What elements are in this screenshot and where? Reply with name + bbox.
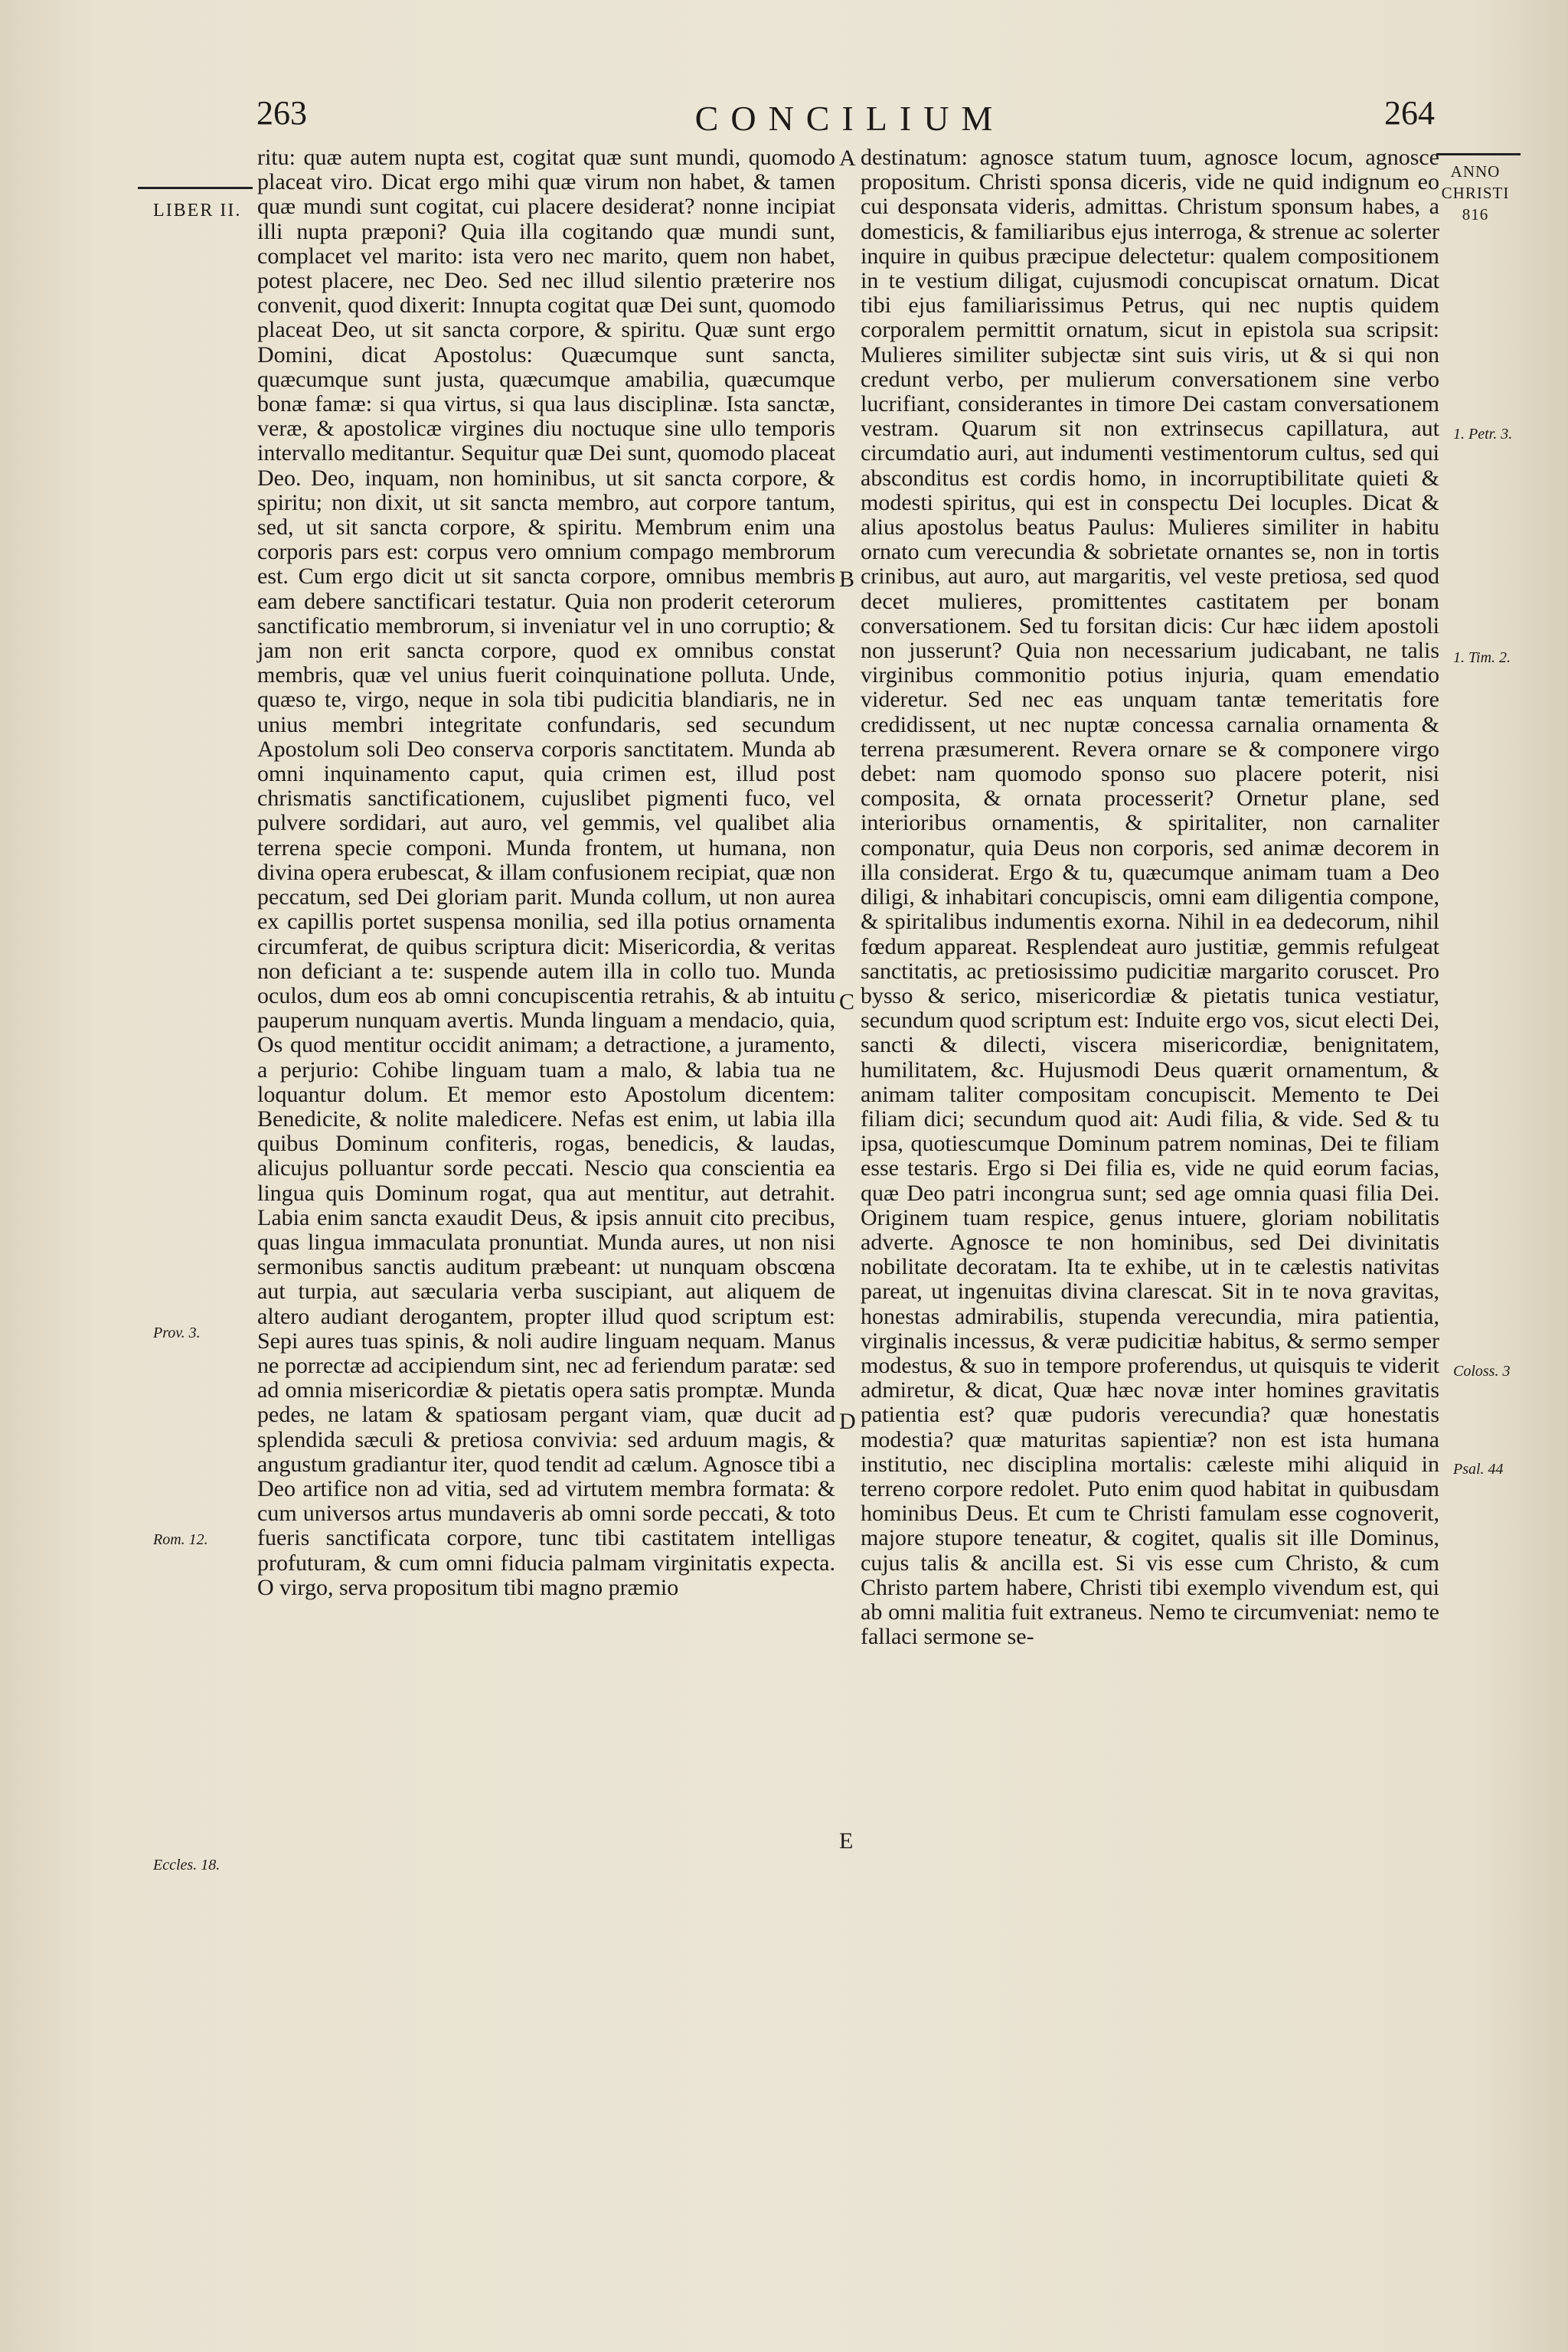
- section-letter-c: C: [839, 989, 855, 1014]
- margin-note-right: 1. Petr. 3.: [1453, 426, 1513, 443]
- margin-note-left: Prov. 3.: [153, 1325, 201, 1341]
- margin-note-right: Coloss. 3: [1453, 1363, 1511, 1380]
- left-column: [257, 145, 835, 1600]
- section-letter-b: B: [839, 567, 855, 592]
- margin-note-left: Rom. 12.: [153, 1531, 208, 1548]
- running-title: CONCILIUM: [694, 99, 1005, 138]
- right-column: [861, 145, 1439, 1649]
- right-column-text: destinatum: agnosce statum tuum, agnosce locum, agnosce propositum. Christi sponsa diceris, vide ne quid indignum eo cui desponsata videris, admittas. Christum sponsum habes, a domesticis, & familiaribus ejus interroga, & strenue ac solerter inquire in quibus præcipue delectetur: qualem compositionem in te vestium diligat, cujusmodi concupiscat ornatum. Dicat tibi ejus familiarissimus Petrus, qui nec nuptis quidem corporalem permittit ornatum, sicut in epistola sua scripsit: Mulieres similiter subjectæ sint suis viris, ut & si qui non credunt verbo, per mulierum conversationem sine verbo lucrifiant, considerantes in timore Dei castam conversationem vestram. Quarum sit non extrinsecus capillatura, aut circumdatio auri, aut indumenti vestimentorum cultus, sed qui absconditus est cordis homo, in incorruptibilitate quieti & modesti spiritus, qui est in conspectu Dei locuples. Dicat & alius apostolus beatus Paulus: Mulieres similiter in habitu ornato cum verecundia & sobrietate ornantes se, non in tortis crinibus, aut auro, aut margaritis, vel veste pretiosa, sed quod decet mulieres, promittentes castitatem per bonam conversationem. Sed tu forsitan dicis: Cur hæc iidem apostoli non jusserunt? Quia non necessarium judicabant, ne talis virginibus commonitio potius injuria, quam emendatio videretur. Sed nec eas unquam tantæ temeritatis fore credidissent, ut nec nuptæ concessa carnalia ornamenta & terrena præsumerent. Revera ornare se & componere virgo debet: nam quomodo sponso suo placere poterit, nisi composita, & ornata processerit? Ornetur plane, sed interioribus ornamentis, & spiritaliter, non carnaliter componatur, quia Deus non corporis, sed animæ decorem in illa considerat. Ergo & tu, quæcumque animam tuam a Deo diligi, & inhabitari concupiscis, omni eam diligentia compone, & spiritalibus indumentis exorna. Nihil in ea dedecorum, nihil fœdum appareat. Resplendeat auro justitiæ, gemmis refulgeat sanctitatis, ac pretiosissimo pudicitiæ margarito coruscet. Pro bysso & serico, misericordiæ & pietatis tunica vestiatur, secundum quod scriptum est: Induite ergo vos, sicut electi Dei, sancti & dilecti, viscera misericordiæ, benignitatem, humilitatem, &c. Hujusmodi Deus quærit ornamentum, & animam taliter compositam concupiscit. Memento te Dei filiam dici; secundum quod ait: Audi filia, & vide. Sed & tu ipsa, quotiescumque Dominum patrem nominas, Dei te filiam esse testaris. Ergo si Dei filia es, vide ne quid eorum facias, quæ Deo patri incongrua sunt; sed age omnia quasi filia Dei. Originem tuam respice, genus intuere, gloriam nobilitatis adverte. Agnosce te non hominibus, sed Dei divinitatis nobilitate decoratam. Ita te exhibe, ut in te cælestis nativitas pareat, ut ingenuitas divina clarescat. Sit in te nova gravitas, honestas admirabilis, stupenda verecundia, mira patientia, virginalis incessus, & veræ pudicitiæ habitus, & sermo semper modestus, & suo in tempore proferendus, ut quisquis te viderit admiretur, & dicat, Quæ hæc novæ inter homines gravitatis patientia est? quæ pudoris verecundia? quæ honestatis modestia? quæ maturitas sapientiæ? non est ista humana institutio, nec disciplina mortalis: cæleste mihi aliquid in terreno corpore redolet. Puto enim quod habitat in quibusdam hominibus Deus. Et cum te Christi famulam esse cognoverit, majore stupore teneatur, & cogitet, qualis sit ille Dominus, cujus talis & ancilla est. Si vis esse cum Christo, & cum Christo partem habere, Christi tibi exemplo vivendum est, qui ab omni malitia fuit extraneus. Nemo te circumveniat: nemo te fallaci sermone se-: [861, 145, 1439, 1650]
- liber-label: LIBER II.: [153, 201, 242, 220]
- anno-christi-label: ANNO CHRISTI 816: [1441, 162, 1510, 224]
- page-number-right: 264: [1384, 94, 1435, 132]
- margin-note-left: Eccles. 18.: [153, 1857, 220, 1873]
- left-column-text: ritu: quæ autem nupta est, cogitat quæ sunt mundi, quomodo placeat viro. Dicat ergo mihi quæ virum non habet, & tamen quæ mundi sunt cogitat, cui placere desiderat? nonne incipiat illi nupta præponi? Quia illa cogitando quæ mundi sunt, complacet vel marito: ista vero nec marito, quem non habet, potest placere, nec Deo. Sed nec illud silentio præterire nos convenit, quod dixerit: Innupta cogitat quæ Dei sunt, quomodo placeat Deo, ut sit sancta corpore, & spiritu. Quæ sunt ergo Domini, dicat Apostolus: Quæcumque sunt sancta, quæcumque sunt justa, quæcumque amabilia, quæcumque bonæ famæ: si qua virtus, si qua laus disciplinæ. Ista sanctæ, veræ, & apostolicæ virgines diu noctuque sine ullo temporis intervallo meditantur. Sequitur quæ Dei sunt, quomodo placeat Deo. Deo, inquam, non hominibus, ut sit sancta corpore, & spiritu; non dixit, ut sit sancta membro, aut corpore tantum, sed, ut sit sancta corpore, & spiritu. Membrum enim una corporis pars est: corpus vero omnium compago membrorum est. Cum ergo dicit ut sit sancta corpore, omnibus membris eam debere sanctificari testatur. Quia non proderit ceterorum sanctificatio membrorum, si inveniatur vel in uno corruptio; & jam non erit sancta corpore, quod ex omnibus constat membris, quæ vel unius fuerit coinquinatione polluta. Unde, quæso te, virgo, neque in sola tibi pudicitia blandiaris, ne in unius membri integritate confundaris, sed secundum Apostolum soli Deo conserva corporis sanctitatem. Munda ab omni inquinamento caput, quia crimen est, illud post chrismatis sanctificationem, cujuslibet pigmenti fuco, vel pulvere sordidari, aut auro, vel gemmis, vel qualibet alia terrena specie componi. Munda frontem, ut humana, non divina opera erubescat, & illam confusionem recipiat, quæ non peccatum, sed Dei gloriam parit. Munda collum, ut non aurea ex capillis portet suspensa monilia, sed illa potius ornamenta circumferat, de quibus scriptura dicit: Misericordia, & veritas non deficiant a te: suspende autem illa in collo tuo. Munda oculos, dum eos ab omni concupiscentia retrahis, & ab intuitu pauperum nunquam avertis. Munda linguam a mendacio, quia, Os quod mentitur occidit animam; a detractione, a juramento, a perjurio: Cohibe linguam tuam a malo, & labia tua ne loquantur dolum. Et memor esto Apostolum dicentem: Benedicite, & nolite maledicere. Nefas est enim, ut labia illa quibus Dominum confiteris, rogas, benedicis, & laudas, alicujus polluantur sorde peccati. Nescio qua conscientia ea lingua quis Dominum rogat, qua aut mentitur, aut detrahit. Labia enim sancta exaudit Deus, & ipsis annuit cito precibus, quas lingua immaculata pronuntiat. Munda aures, ut non nisi sermonibus sanctis auditum præbeant: ut nunquam obscœna aut turpia, aut sæcularia verba suscipiant, aut aliquem de altero audiant derogantem, propter illud quod scriptum est: Sepi aures tuas spinis, & noli audire linguam nequam. Manus ne porrectæ ad accipiendum sint, nec ad feriendum paratæ: sed ad omnia misericordiæ & pietatis opera satis promptæ. Munda pedes, ne latam & spatiosam pergant viam, quæ ducit ad splendida sæculi & pretiosa convivia: sed arduum magis, & angustum gradiantur iter, quod tendit ad cælum. Agnosce tibi a Deo artifice non ad vitia, sed ad virtutem membra formata: & cum universos artus mundaveris ab omni sorde peccati, & toto fueris sanctificata corpore, tunc tibi castitatem intelligas profuturam, & cum omni fiducia palmam virginitatis expecta. O virgo, serva propositum tibi magno præmio: [257, 145, 835, 1600]
- right-rule: [1436, 153, 1521, 155]
- margin-note-right: Psal. 44: [1453, 1461, 1504, 1478]
- margin-note-right: 1. Tim. 2.: [1453, 649, 1511, 666]
- left-rule: [138, 187, 253, 189]
- section-letter-e: E: [839, 1828, 854, 1854]
- section-letter-a: A: [839, 145, 856, 171]
- section-letter-d: D: [839, 1409, 856, 1434]
- page-number-left: 263: [256, 94, 307, 132]
